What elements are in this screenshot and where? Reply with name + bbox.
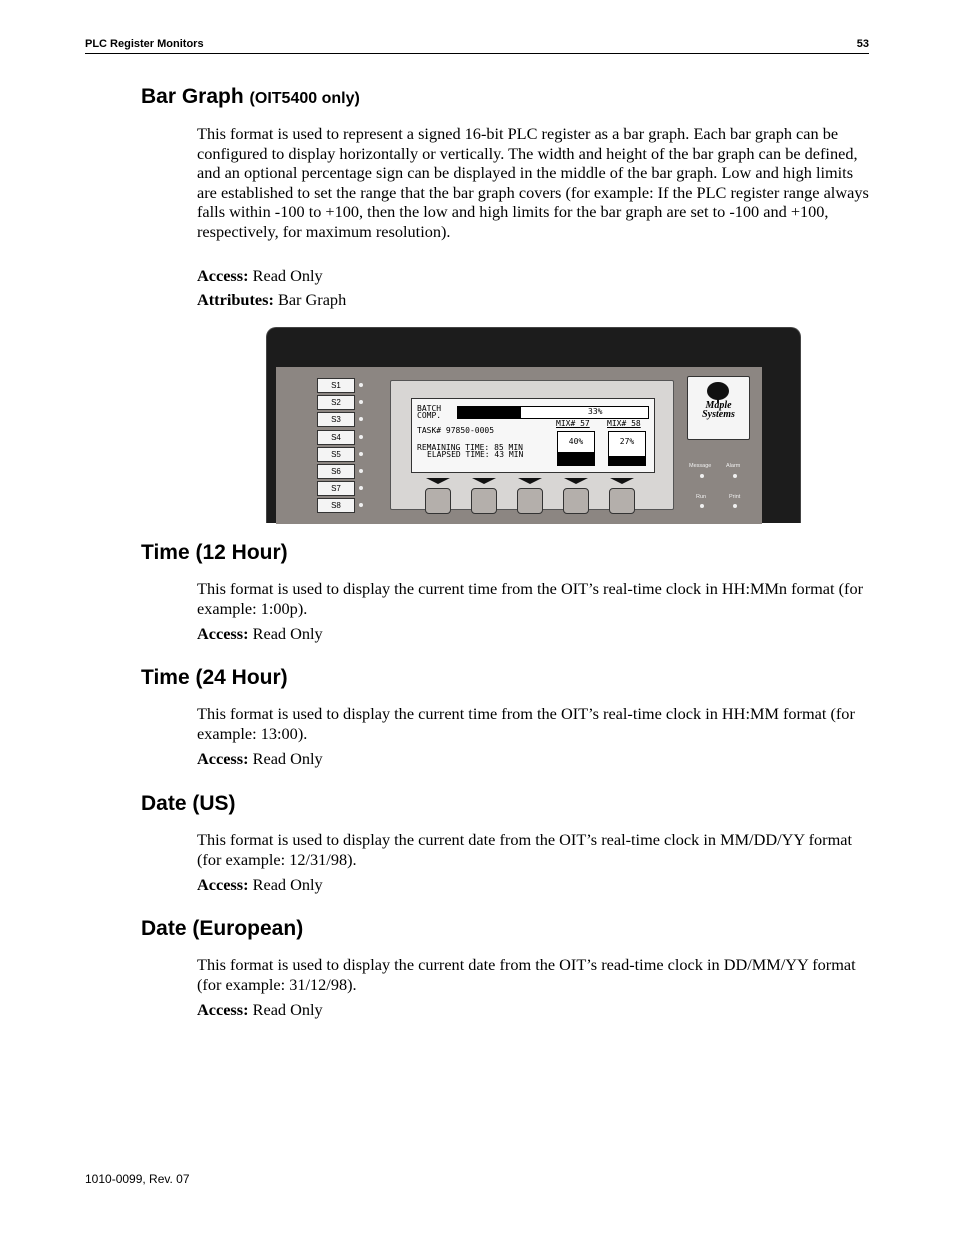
alarm-led <box>733 474 737 478</box>
logo-word-maple: Maple <box>705 400 732 411</box>
function-key-1 <box>425 488 451 514</box>
date-european-access: Access: Read Only <box>197 1000 323 1019</box>
section-heading-time-12-hour: Time (12 Hour) <box>141 541 288 564</box>
side-key-s4: S4 <box>317 430 355 445</box>
side-key-s4-led <box>359 435 363 439</box>
function-key-4-arrow-icon <box>564 478 588 484</box>
batch-bar-graph <box>457 406 649 419</box>
message-led <box>700 474 704 478</box>
bar-graph-access: Access: Read Only <box>197 266 323 285</box>
page-number: 53 <box>856 38 869 50</box>
lcd-screen <box>411 398 655 473</box>
mix1-bar-graph <box>557 431 595 466</box>
function-key-3-arrow-icon <box>518 478 542 484</box>
lcd-task: TASK# 97850-0005 <box>417 426 495 435</box>
mix1-bar-fill <box>558 452 594 465</box>
run-led <box>700 504 704 508</box>
function-key-5 <box>609 488 635 514</box>
bar-graph-description: This format is used to represent a signed 16-bit PLC register as a bar graph. Each bar graph can be configured to display horizontally or vertically. The width and height of the bar graph can be defined, and an optional percentage sign can be displayed in the middle of the bar graph. Low and high limits are established to set the range that the bar graph covers (for example: If the PLC register range always falls within -100 to +100, then the low and high limits for the bar graph are set to -100 and +100, respectively, for maximum resolution). <box>197 124 869 241</box>
lcd-mix2-label: MIX# 58 <box>607 419 641 428</box>
run-label: Run <box>696 494 707 500</box>
function-key-3 <box>517 488 543 514</box>
date-us-access: Access: Read Only <box>197 875 323 894</box>
lcd-mix1-label: MIX# 57 <box>556 419 590 428</box>
side-key-s6-led <box>359 469 363 473</box>
header-divider <box>85 53 869 54</box>
time-12-access: Access: Read Only <box>197 624 323 643</box>
side-key-s8: S8 <box>317 498 355 513</box>
oit-device-illustration <box>266 327 801 523</box>
section-heading-date-us: Date (US) <box>141 792 236 815</box>
logo-word-systems: Systems <box>702 409 735 420</box>
side-key-s2: S2 <box>317 395 355 410</box>
section-heading-date-european: Date (European) <box>141 917 304 940</box>
batch-percent: 33% <box>588 407 603 416</box>
mix2-percent: 27% <box>619 437 635 446</box>
bar-graph-attributes: Attributes: Bar Graph <box>197 290 347 309</box>
lcd-remaining-time: REMAINING TIME: 85 MIN <box>417 443 523 452</box>
function-key-2 <box>471 488 497 514</box>
time-24-description: This format is used to display the current time from the OIT’s real-time clock in HH:MM format (for example: 13:00). <box>197 704 855 743</box>
side-key-s1-led <box>359 383 363 387</box>
function-key-1-arrow-icon <box>426 478 450 484</box>
date-european-description: This format is used to display the current date from the OIT’s read-time clock in DD/MM/YY format (for example: 31/12/98). <box>197 955 856 994</box>
section-heading-bar-graph: Bar Graph (OIT5400 only) <box>141 85 360 108</box>
function-key-5-arrow-icon <box>610 478 634 484</box>
section-subheading-oit5400: (OIT5400 only) <box>249 90 360 107</box>
message-label: Message <box>689 463 712 469</box>
print-label: Print <box>729 494 741 500</box>
alarm-label: Alarm <box>726 463 741 469</box>
lcd-batch-label-1: BATCH <box>417 404 442 413</box>
date-us-description: This format is used to display the current date from the OIT’s real-time clock in MM/DD/YY format (for example: 12/31/98). <box>197 830 853 869</box>
side-key-s7: S7 <box>317 481 355 496</box>
side-key-s6: S6 <box>317 464 355 479</box>
lcd-elapsed-time: ELAPSED TIME: 43 MIN <box>427 450 524 459</box>
side-key-s3: S3 <box>317 412 355 427</box>
side-key-s1: S1 <box>317 378 355 393</box>
time-24-access: Access: Read Only <box>197 749 323 768</box>
maple-systems-logo <box>687 376 750 440</box>
mix2-bar-fill <box>609 456 645 465</box>
mix1-percent: 40% <box>568 437 584 446</box>
section-heading-time-24-hour: Time (24 Hour) <box>141 666 288 689</box>
side-key-s5-led <box>359 452 363 456</box>
function-key-2-arrow-icon <box>472 478 496 484</box>
function-key-4 <box>563 488 589 514</box>
running-header-title: PLC Register Monitors <box>85 38 204 50</box>
side-key-s5: S5 <box>317 447 355 462</box>
time-12-description: This format is used to display the current time from the OIT’s real-time clock in HH:MMn format (for example: 1:00p). <box>197 579 864 618</box>
document-number: 1010-0099, Rev. 07 <box>85 1172 190 1186</box>
mix2-bar-graph <box>608 431 646 466</box>
print-led <box>733 504 737 508</box>
batch-bar-fill <box>458 407 521 418</box>
lcd-batch-label-2: COMP. <box>417 411 442 420</box>
